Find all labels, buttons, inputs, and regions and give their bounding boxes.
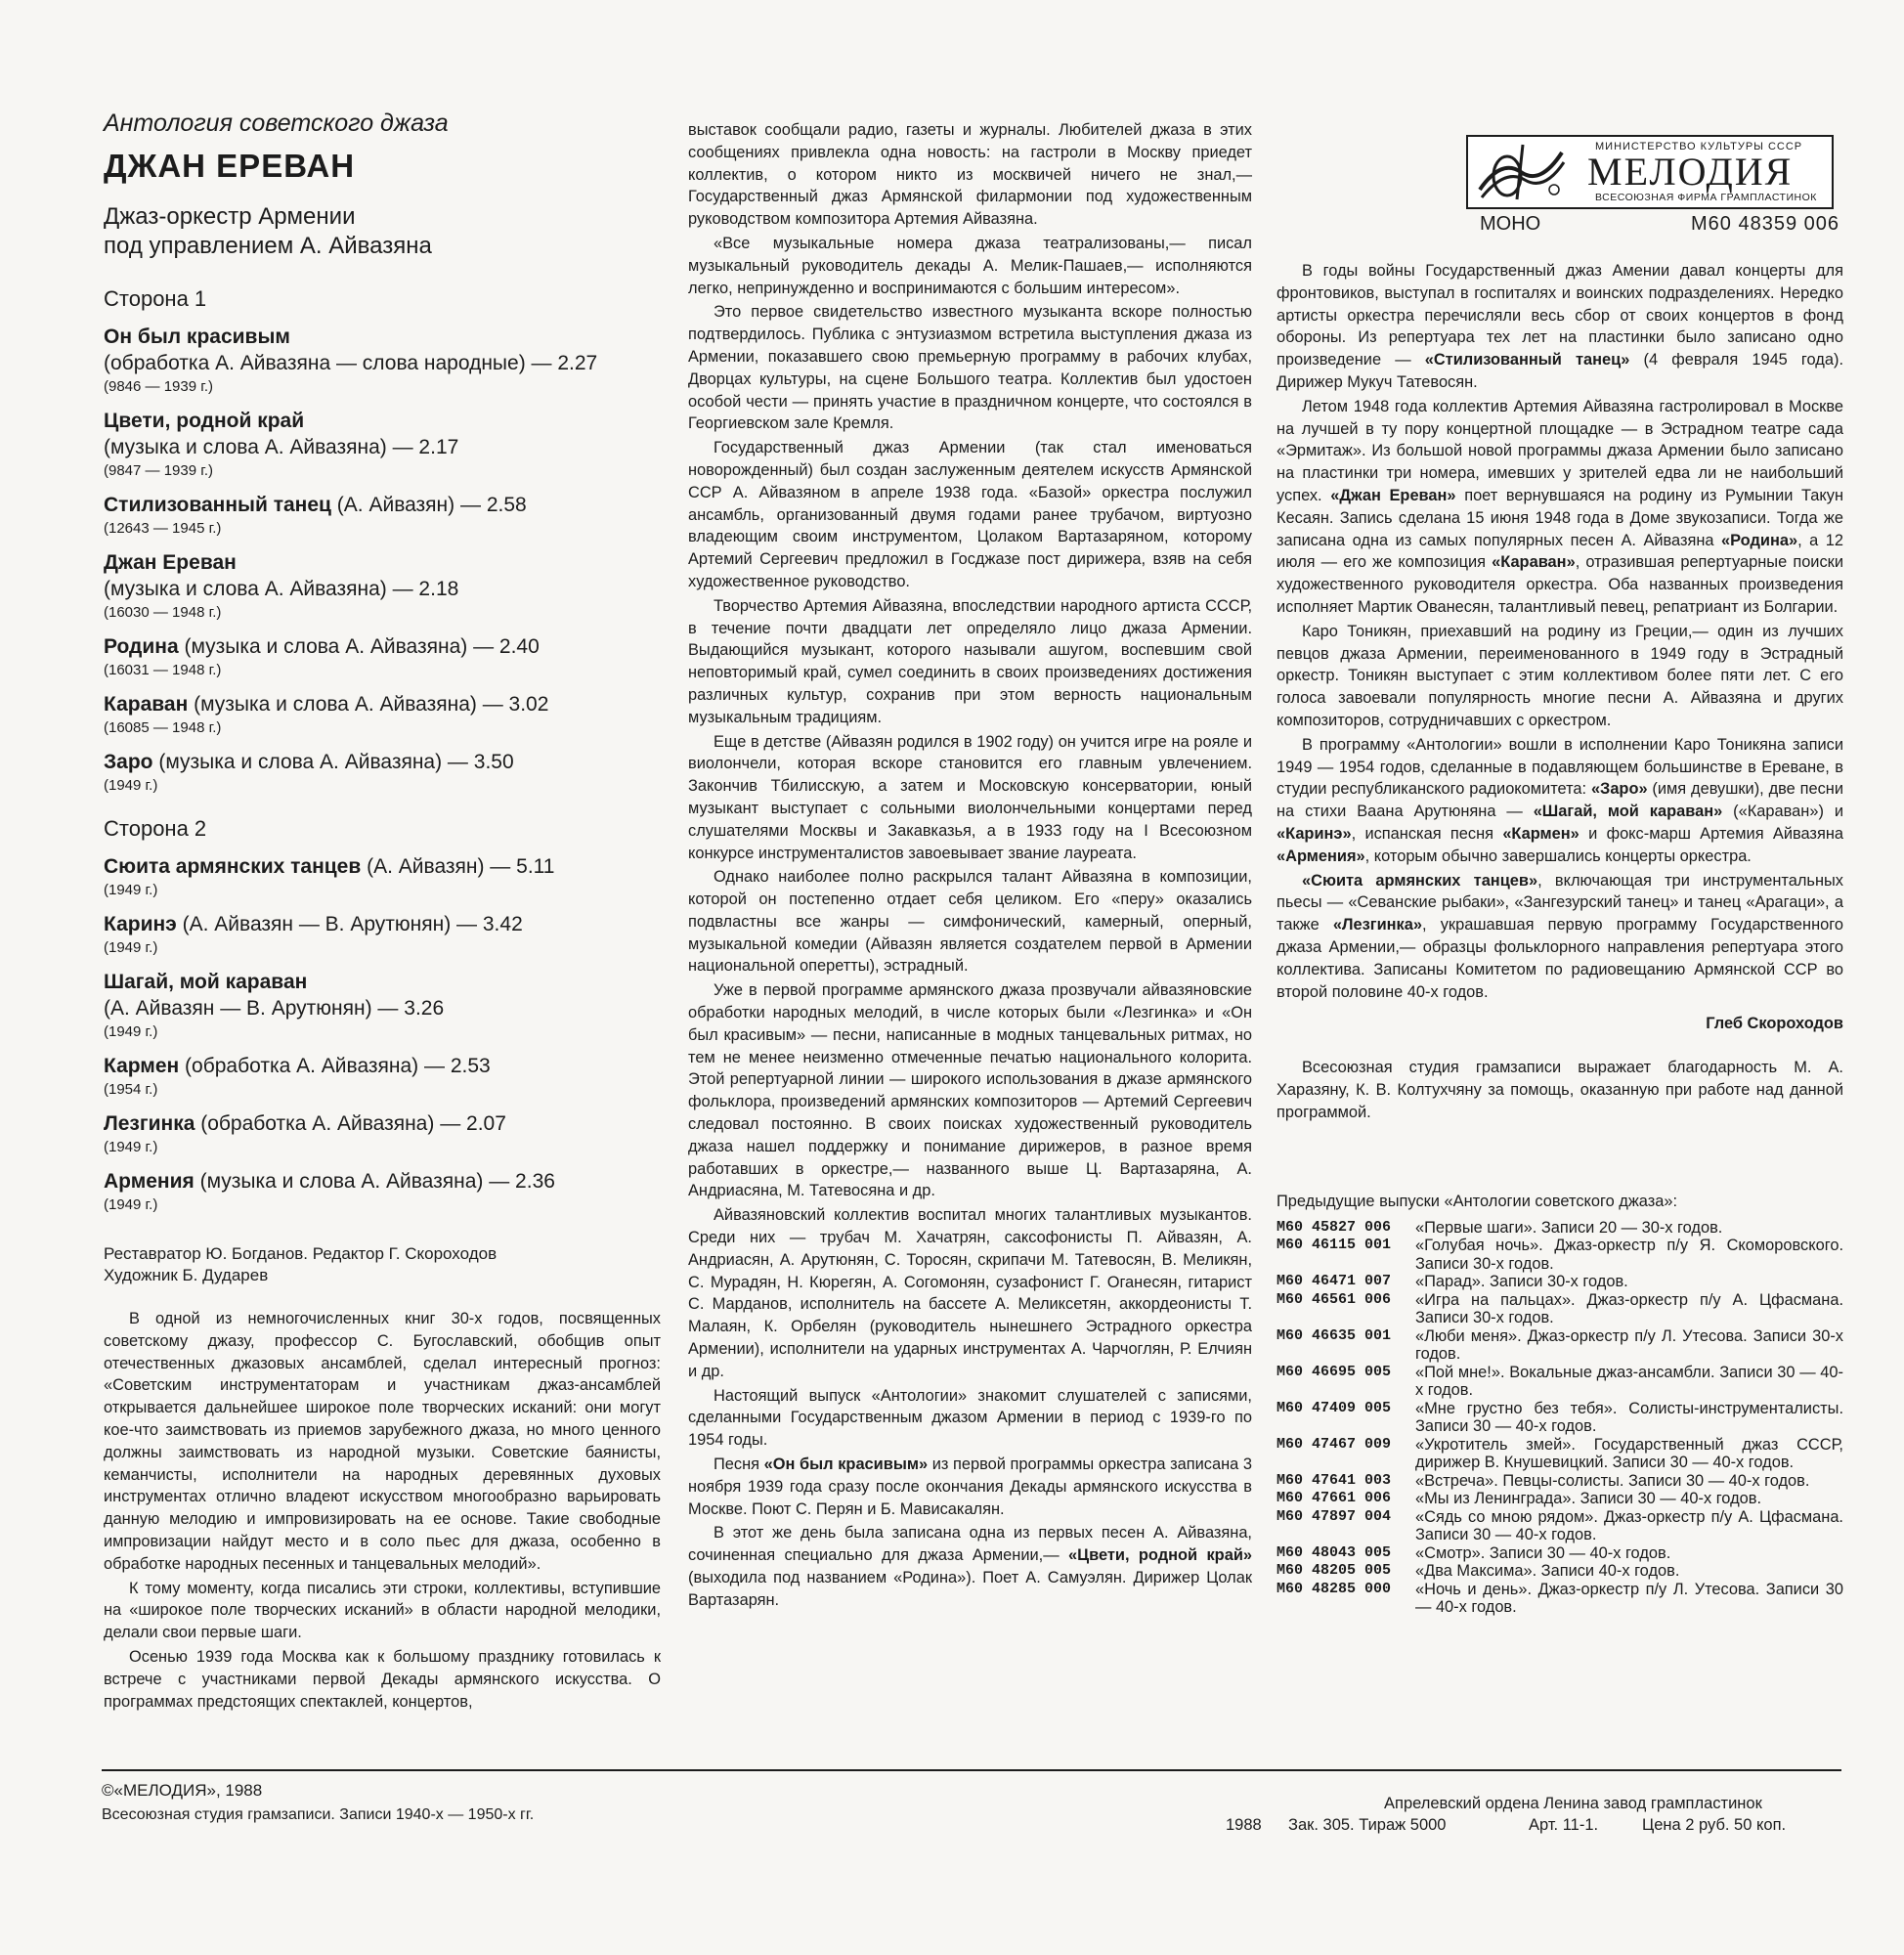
track-year: (9847 — 1939 г.) <box>104 462 214 479</box>
studio-line: Всесоюзная студия грамзаписи. Записи 1940-х — 1950-х гг. <box>102 1806 535 1823</box>
plant-name: Апрелевский ордена Ленина завод грампластинок <box>1384 1795 1762 1812</box>
logo-brand-text: МЕЛОДИЯ <box>1587 150 1794 194</box>
paragraph: Каро Тоникян, приехавший на родину из Греции,— один из лучших певцов джаза Армении, переименованного в 1949 году в Эстрадный оркестр. Тоникян выступает с этим коллективом более пяти лет. С его голоса завоевали популярность многие песни А. Айвазяна и других композиторов, сотрудничавших с оркестром. <box>1277 622 1843 729</box>
release-code: М60 48043 005 <box>1277 1543 1392 1561</box>
release-code: М60 47897 004 <box>1277 1507 1392 1525</box>
melodiya-logo <box>1466 135 1834 209</box>
paragraph: «Все музыкальные номера джаза театрализованы,— писал музыкальный руководитель декады А. Мелик-Пашаев,— исполняются легко, непринужденно и воспринимаются с большим интересом». <box>688 234 1252 297</box>
column-right <box>1277 260 1843 1617</box>
price: Цена 2 руб. 50 коп. <box>1642 1816 1787 1834</box>
track-item <box>104 749 661 797</box>
liner-notes-part3 <box>1277 260 1843 1003</box>
release-description: «Укротитель змей». Государственный джаз СССР, дирижер В. Кнушевицкий. Записи 30 — 40-х годов. <box>1415 1435 1843 1472</box>
release-code: М60 46561 006 <box>1277 1290 1392 1308</box>
track-credit: (музыка и слова А. Айвазяна) — 3.50 <box>152 751 514 773</box>
melodiya-emblem-icon <box>1472 139 1570 205</box>
release-description: «Мне грустно без тебя». Солисты-инструменталисты. Записи 30 — 40-х годов. <box>1415 1399 1843 1436</box>
release-code: М60 47409 005 <box>1277 1399 1392 1416</box>
track-year: (16085 — 1948 г.) <box>104 719 222 736</box>
release-description: «Два Максима». Записи 40-х годов. <box>1415 1562 1680 1581</box>
track-year: (12643 — 1945 г.) <box>104 520 222 537</box>
previous-release-item <box>1277 1400 1843 1436</box>
track-item <box>104 408 661 482</box>
previous-release-item <box>1277 1364 1843 1400</box>
release-description: «Игра на пальцах». Джаз-оркестр п/у А. Цфасмана. Записи 30-х годов. <box>1415 1290 1843 1327</box>
release-code: М60 47467 009 <box>1277 1435 1392 1453</box>
production-credits: Реставратор Ю. Богданов. Редактор Г. Скороходов Художник Б. Дударев <box>104 1244 498 1284</box>
track-title: Заро <box>104 751 153 773</box>
track-item <box>104 633 661 681</box>
track-credit: (музыка и слова А. Айвазяна) — 3.02 <box>188 693 549 716</box>
track-title: Джан Ереван <box>104 551 237 574</box>
acknowledgement: Всесоюзная студия грамзаписи выражает благодарность М. А. Харазяну, К. В. Колтухчяну за помощь, оказанную при работе над данной программой. <box>1277 1059 1843 1121</box>
side2-label: Сторона 2 <box>104 816 207 841</box>
format-row <box>1466 209 1839 237</box>
order-print-run: Зак. 305. Тираж 5000 <box>1288 1816 1447 1834</box>
release-description: «Голубая ночь». Джаз-оркестр п/у Я. Скоморовского. Записи 30-х годов. <box>1415 1237 1843 1273</box>
paragraph: Уже в первой программе армянского джаза прозвучали айвазяновские обработки народных мелодий, в числе которых были «Лезгинка» и «Он был красивым» — песни, написанные в модных танцевальных ритмах, но тем не менее неизменно отмеченные печатью национального колорита. Этой репертуарной линии — широкого использования в джазе армянского фольклора, произведений армянских композиторов — Артемий Сергеевич следовал постоянно. В своих поисках художественный руководитель джаза нашел поддержку и понимание дирижеров, в разное время работавших в оркестре,— названного выше Ц. Вартазаряна, А. Андриасяна, М. Татевосяна и др. <box>688 981 1252 1200</box>
label-header <box>1466 135 1838 237</box>
paragraph: Летом 1948 года коллектив Артемия Айвазяна гастролировал в Москве на лучшей в ту пору концертной площадке — в Эстрадном театре сада «Эрмитаж». Из большой новой программы джаза Армении было записано на пластинки три номера, имевших у зрителей едва ли не наибольший успех. «Джан Ереван» поет вернувшаяся на родину из Румынии Такун Кесаян. Запись сделана 15 июня 1948 года в Доме звукозаписи. Тогда же записана одна из самых популярных песен А. Айвазяна «Родина», а 12 июля — его же композиция «Караван», отразившая репертуарные поиски художественного руководителя оркестра. Оба названных произведения исполняет Мартик Ованесян, талантливый певец, репатриант из Болгарии. <box>1277 397 1844 616</box>
track-title: Цвети, родной край <box>104 410 305 432</box>
track-title: Кармен <box>104 1055 180 1077</box>
side1-label: Сторона 1 <box>104 286 207 311</box>
paragraph: «Сюита армянских танцев», включающая три инструментальных пьесы — «Севанские рыбаки», «Зангезурский танец» и танец «Арагаци», а также «Лезгинка», украшавшая первую программу Государственного джаза Армении,— образцы фольклорного направления репертуара этого коллектива. Записаны Комитетом по радиовещанию Армянской ССР во второй половине 40-х годов. <box>1277 871 1843 1001</box>
paragraph: Настоящий выпуск «Антологии» знакомит слушателей с записями, сделанными Государственным джазом Армении в период с 1939-го по 1954 годы. <box>688 1386 1252 1450</box>
track-title: Армения <box>104 1170 195 1193</box>
release-description: «Пой мне!». Вокальные джаз-ансамбли. Записи 30 — 40-х годов. <box>1415 1363 1843 1400</box>
previous-release-item <box>1277 1581 1843 1617</box>
paragraph: Песня «Он был красивым» из первой программы оркестра записана 3 ноября 1939 года сразу после окончания Декады армянского искусства в Москве. Поют С. Перян и Б. Мависакалян. <box>688 1455 1252 1518</box>
previous-release-item <box>1277 1436 1843 1472</box>
release-description: «Люби меня». Джаз-оркестр п/у Л. Утесова. Записи 30-х годов. <box>1415 1326 1843 1364</box>
column-middle <box>688 119 1252 1614</box>
author-signature: Глеб Скороходов <box>1706 1015 1843 1033</box>
orchestra-credit: Джаз-оркестр Армении под управлением А. Айвазяна <box>104 203 432 259</box>
track-title: Лезгинка <box>104 1112 195 1135</box>
paragraph: Однако наиболее полно раскрылся талант Айвазяна в композиции, которой он постепенно отдает себя целиком. Его «перу» оказались подвластны все жанры — симфонический, камерный, оперный, музыкальной комедии (Айвазян является создателем первой в Армении национальной оперетты), эстрадный. <box>688 868 1252 976</box>
previous-release-item <box>1277 1327 1843 1364</box>
release-code: М60 47641 003 <box>1277 1471 1392 1489</box>
column-left <box>104 109 661 1715</box>
release-description: «Первые шаги». Записи 20 — 30-х годов. <box>1415 1218 1723 1237</box>
track-year: (1949 г.) <box>104 1023 158 1040</box>
track-year: (1949 г.) <box>104 1139 158 1155</box>
track-title: Сюита армянских танцев <box>104 855 362 878</box>
track-credit: (музыка и слова А. Айвазяна) — 2.36 <box>194 1170 555 1193</box>
previous-release-item <box>1277 1490 1843 1508</box>
previous-release-item <box>1277 1508 1843 1544</box>
track-item <box>104 1110 661 1158</box>
track-credit: (А. Айвазян — В. Арутюнян) — 3.42 <box>176 913 523 935</box>
track-title: Каринэ <box>104 913 177 935</box>
paragraph: Айвазяновский коллектив воспитал многих талантливых музыкантов. Среди них — трубач М. Хачатрян, саксофонисты П. Айвазян, А. Андриасян, А. Арутюнян, С. Торосян, скрипачи М. Татевосян, В. Меликян, С. Мурадян, Н. Кюрегян, А. Согомонян, сузафонист Г. Оганесян, гитарист С. Марданов, исполнитель на бассете А. Меликсетян, аккордеонисты Т. Малаян, К. Орбелян (руководитель нынешнего Эстрадного оркестра Армении), исполнители на ударных инструментах А. Чарчоглян, Р. Елчиян и др. <box>688 1206 1252 1380</box>
track-credit: (музыка и слова А. Айвазяна) — 2.18 <box>104 578 459 600</box>
track-year: (1949 г.) <box>104 882 158 898</box>
paragraph: Государственный джаз Армении (так стал именоваться новорожденный) был создан заслуженным деятелем искусств Армянской ССР А. Айвазяном в апреле 1938 года. «Базой» оркестра послужил ансамбль, организованный двумя годами ранее трубачом, виртуозно владеющим своим инструментом, Цолаком Вартазаряном, которому Артемий Сергеевич предложил в Госджазе пост дирижера, взяв на себя художественное руководство. <box>688 439 1252 590</box>
copyright: ©«МЕЛОДИЯ», 1988 <box>102 1781 263 1800</box>
previous-release-item <box>1277 1273 1843 1291</box>
previous-release-item <box>1277 1237 1843 1273</box>
series-title: Антология советского джаза <box>104 109 449 137</box>
track-title: Родина <box>104 635 179 658</box>
liner-notes-part2 <box>688 119 1252 1612</box>
track-item <box>104 691 661 739</box>
paragraph: Творчество Артемия Айвазяна, впоследствии народного артиста СССР, в течение почти двадцати лет определяло лицо джаза Армении. Выдающийся музыкант, которого называли ашугом, воспевшим свой неповторимый край, сумел соединить в своих произведениях достижения различных культур, сохранив при этом верность национальным музыкальным традициям. <box>688 596 1252 726</box>
paragraph: Еще в детстве (Айвазян родился в 1902 году) он учится игре на рояле и виолончели, которая вскоре становится его главным увлечением. Закончив Тбилисскую, а затем и Московскую консерватории, юный музыкант выступает с сольными виолончельными концертами перед слушателями Москвы и Закавказья, а в 1933 году на I Всесоюзном конкурсе инструменталистов завоевывает звание лауреата. <box>688 732 1252 862</box>
track-credit: (музыка и слова А. Айвазяна) — 2.40 <box>178 635 540 658</box>
track-credit: (обработка А. Айвазяна) — 2.53 <box>179 1055 491 1077</box>
track-item <box>104 324 661 398</box>
mono-label: МОНО <box>1480 213 1541 235</box>
release-code: М60 45827 006 <box>1277 1218 1392 1236</box>
paragraph: К тому моменту, когда писались эти строки, коллективы, вступившие на «широкое поле творческих исканий» в области народной мелодики, делали свои первые шаги. <box>104 1579 661 1642</box>
release-code: М60 46115 001 <box>1277 1237 1392 1254</box>
paragraph: В одной из немногочисленных книг 30-х годов, посвященных советскому джазу, профессор С. Бугославский, обобщив опыт отечественных джазовых ансамблей, сделал интересный прогноз: «Советским инструментаторам и участникам джаз-ансамблей открывается дальнейшее широкое поле творческих исканий: они могут кое-что заимствовать из приемов зарубежного джаза, но много ценного должны заимствовать из народной музыки. Советские баянисты, кеманчисты, исполнители на народных деревянных духовых инструментах отлично владеют искусством многообразно варьировать данную мелодию и импровизировать на ее основе. Такие свободные импровизации найдут место и в соло пьес для джаза, особенно в обработке народных песенных и танцевальных мелодий». <box>104 1310 661 1573</box>
print-year: 1988 <box>1226 1816 1262 1834</box>
release-description: «Смотр». Записи 30 — 40-х годов. <box>1415 1543 1671 1562</box>
side1-tracklist <box>104 324 661 797</box>
previous-release-item <box>1277 1544 1843 1563</box>
track-credit: (музыка и слова А. Айвазяна) — 2.17 <box>104 436 459 458</box>
release-description: «Сядь со мною рядом». Джаз-оркестр п/у А. Цфасмана. Записи 30 — 40-х годов. <box>1415 1507 1843 1544</box>
track-title: Шагай, мой караван <box>104 971 308 993</box>
paragraph: В программу «Антологии» вошли в исполнении Каро Тоникяна записи 1949 — 1954 годов, сделанные в подавляющем большинстве в Ереване, в студии республиканского радиокомитета: «Заро» (имя девушки), две песни на стихи Ваана Арутюняна — «Шагай, мой караван» («Караван») и «Каринэ», испанская песня «Кармен» и фокс-марш Артемия Айвазяна «Армения», которым обычно завершались концерты оркестра. <box>1277 735 1844 865</box>
previous-release-item <box>1277 1291 1843 1327</box>
track-credit: (А. Айвазян — В. Арутюнян) — 3.26 <box>104 997 445 1020</box>
previous-releases-list <box>1277 1219 1843 1617</box>
logo-firm-text: ВСЕСОЮЗНАЯ ФИРМА ГРАМПЛАСТИНОК <box>1595 192 1817 203</box>
paragraph: В годы войны Государственный джаз Амении давал концерты для фронтовиков, выступал в госпиталях и воинских подразделениях. Нередко артисты оркестра перечисляли весь сбор от своих концертов в фонд обороны. Из репертуара тех лет на пластинки было записано одно произведение — «Стилизованный танец» (4 февраля 1945 года). Дирижер Мукуч Татевосян. <box>1277 262 1844 391</box>
article-code: Арт. 11-1. <box>1529 1816 1599 1834</box>
release-code: М60 46695 005 <box>1277 1363 1392 1380</box>
logo-ministry-text: МИНИСТЕРСТВО КУЛЬТУРЫ СССР <box>1595 141 1803 152</box>
previous-releases-title: Предыдущие выпуски «Антологии советского джаза»: <box>1277 1192 1678 1210</box>
previous-release-item <box>1277 1219 1843 1238</box>
album-title: ДЖАН ЕРЕВАН <box>104 148 356 184</box>
track-year: (1949 г.) <box>104 1196 158 1213</box>
track-item <box>104 492 661 540</box>
track-year: (1954 г.) <box>104 1081 158 1098</box>
track-item <box>104 969 661 1043</box>
previous-release-item <box>1277 1562 1843 1581</box>
previous-release-item <box>1277 1472 1843 1491</box>
release-code: М60 46471 007 <box>1277 1273 1392 1290</box>
paragraph: В этот же день была записана одна из первых песен А. Айвазяна, сочиненная специально для джаза Армении,— «Цвети, родной край» (выходила под названием «Родина»). Поет А. Самуэлян. Дирижер Цолак Вартазарян. <box>688 1524 1253 1609</box>
paragraph: Это первое свидетельство известного музыканта вскоре полностью подтвердилось. Публика с энтузиазмом встретила выступления джаза из Армении, показавшего свою премьерную программу в рабочих клубах, Дворцах культуры, на сцене Большого театра. Коллектив был удостоен особой чести — принять участие в праздничном концерте, что состоялся в Георгиевском зале Кремля. <box>688 303 1252 433</box>
catalog-number: М60 48359 006 <box>1690 213 1839 235</box>
track-credit: (обработка А. Айвазяна) — 2.07 <box>195 1112 506 1135</box>
release-description: «Ночь и день». Джаз-оркестр п/у Л. Утесова. Записи 30 — 40-х годов. <box>1415 1580 1843 1617</box>
release-code: М60 48205 005 <box>1277 1562 1392 1580</box>
release-description: «Встреча». Певцы-солисты. Записи 30 — 40-х годов. <box>1415 1471 1810 1490</box>
release-description: «Мы из Ленинграда». Записи 30 — 40-х годов. <box>1415 1490 1762 1508</box>
track-title: Он был красивым <box>104 326 290 348</box>
track-title: Стилизованный танец <box>104 494 331 516</box>
track-year: (9846 — 1939 г.) <box>104 378 214 395</box>
track-item <box>104 1053 661 1101</box>
track-item <box>104 911 661 959</box>
release-code: М60 48285 000 <box>1277 1580 1392 1597</box>
track-credit: (обработка А. Айвазяна — слова народные) — 2.27 <box>104 352 598 374</box>
side2-tracklist <box>104 853 661 1216</box>
release-description: «Парад». Записи 30-х годов. <box>1415 1273 1628 1291</box>
track-credit: (А. Айвазян) — 2.58 <box>330 494 527 516</box>
footer-divider <box>102 1769 1841 1771</box>
paragraph: Осенью 1939 года Москва как к большому празднику готовилась к встрече с участниками первой Декады армянского искусства. О программах предстоящих спектаклей, концертов, <box>104 1647 661 1711</box>
track-item <box>104 1168 661 1216</box>
liner-notes-part1 <box>104 1308 661 1713</box>
track-year: (1949 г.) <box>104 777 158 794</box>
track-year: (16030 — 1948 г.) <box>104 604 222 621</box>
track-title: Караван <box>104 693 189 716</box>
release-code: М60 47661 006 <box>1277 1490 1392 1507</box>
track-credit: (А. Айвазян) — 5.11 <box>361 855 555 878</box>
track-item <box>104 549 661 624</box>
release-code: М60 46635 001 <box>1277 1326 1392 1344</box>
paragraph: выставок сообщали радио, газеты и журналы. Любителей джаза в этих сообщениях привлекла одна новость: на гастроли в Москву приедет коллектив, о котором никто из москвичей ничего не знал,— Государственный джаз Армянской филармонии под художественным руководством композитора Артемия Айвазяна. <box>688 121 1252 229</box>
track-year: (16031 — 1948 г.) <box>104 662 222 678</box>
track-item <box>104 853 661 901</box>
track-year: (1949 г.) <box>104 939 158 956</box>
